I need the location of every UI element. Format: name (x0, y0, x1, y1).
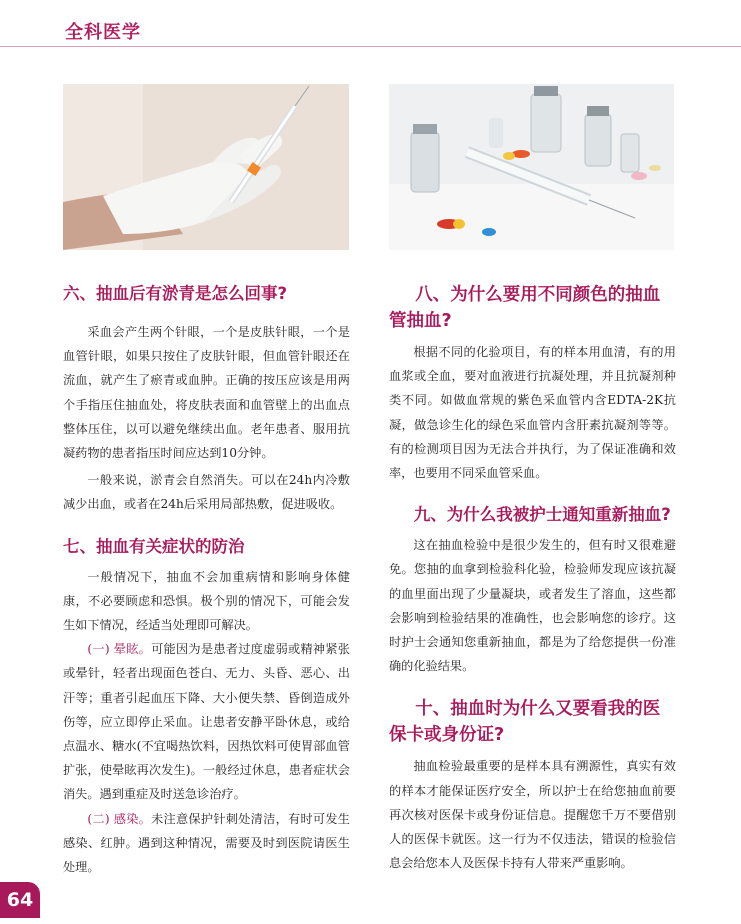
item-2-text: 未注意保护针刺处清洁，有时可发生感染、红肿。遇到这种情况，需要及时到医院请医生处理。 (63, 811, 350, 875)
item-1-label: (一) 晕眩。 (87, 642, 152, 657)
section-6-paragraph-2: 一般来说，淤青会自然消失。可以在24h内冷敷减少出血，或者在24h后采用局部热敷，促进吸收。 (63, 473, 350, 512)
section-10-heading: 十、抽血时为什么又要看我的医保卡或身份证? (389, 699, 661, 746)
section-8-paragraph: 根据不同的化验项目，有的样本用血清，有的用血浆或全血，要对血液进行抗凝处理，并且抗凝剂种类不同。如做血常规的紫色采血管内含EDTA-2K抗凝，做急诊生化的绿色采血管内含肝素抗凝剂等等。有的检测项目因为无法合并执行，为了保证准确和效率，也要用不同采血管采血。 (389, 345, 676, 481)
right-column (389, 282, 676, 875)
page-number: 64 (0, 882, 40, 918)
header-divider (0, 46, 741, 47)
page-header (0, 0, 741, 46)
left-column (63, 282, 350, 879)
section-7-intro: 一般情况下，抽血不会加重病情和影响身体健康，不必要顾虑和恐惧。极个别的情况下，可能会发生如下情况，经适当处理即可解决。 (63, 569, 350, 633)
item-1-text: 可能因为是患者过度虚弱或精神紧张或晕针，轻者出现面色苍白、无力、头昏、恶心、出汗等；重者引起血压下降、大小便失禁、昏倒造成外伤等，应立即停止采血。让患者安静平卧休息，或给点温水、糖水(不宜喝热饮料，因热饮料可使胃部血管扩张，使晕眩再次发生)。一般经过休息，患者症状会消失。遇到重症及时送急诊治疗。 (63, 642, 350, 802)
section-9-paragraph: 这在抽血检验中是很少发生的，但有时又很难避免。您抽的血拿到检验科化验，检验师发现应该抗凝的血里面出现了少量凝块，或者发生了溶血，这些都会影响到检验结果的准确性，也会影响您的诊疗。这时护士会通知您重新抽血，都是为了给您提供一份准确的化验结果。 (389, 538, 676, 674)
syringe-vials-pills-photo (389, 84, 674, 250)
section-8-heading: 八、为什么要用不同颜色的抽血管抽血? (389, 285, 661, 331)
section-6-paragraph-1: 采血会产生两个针眼，一个是皮肤针眼，一个是血管针眼，如果只按住了皮肤针眼，但血管针眼还在流血，就产生了瘀青或血肿。正确的按压应该是用两个手指压住抽血处，将皮肤表面和血管壁上的出血点整体压住，以可以避免继续出血。老年患者、服用抗凝药物的患者指压时间应达到10分钟。 (63, 325, 350, 461)
section-7-item-2 (63, 807, 350, 880)
section-9-heading: 九、为什么我被护士通知重新抽血? (413, 505, 671, 525)
section-7-item-1 (63, 637, 350, 806)
item-2-label: (二) 感染。 (87, 811, 152, 826)
section-7-heading: 七、抽血有关症状的防治 (63, 536, 245, 556)
section-10-paragraph: 抽血检验最重要的是样本具有溯源性，真实有效的样本才能保证医疗安全，所以护士在给您抽血前要再次核对医保卡或身份证信息。提醒您千万不要借别人的医保卡就医。这一行为不仅违法，错误的检验信息会给您本人及医保卡持有人带来严重影响。 (389, 759, 676, 871)
gloved-hands-syringe-photo (63, 84, 349, 250)
journal-title: 全科医学 (65, 22, 141, 43)
section-6-heading: 六、抽血后有淤青是怎么回事? (63, 284, 288, 303)
